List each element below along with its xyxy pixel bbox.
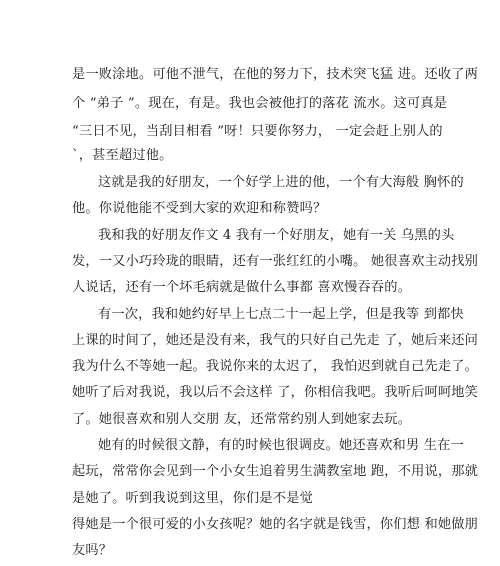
text-line: 起玩，常常你会见到一个小女生追着男生满教室地 跑，不用说，那就 xyxy=(72,464,479,479)
text-line: 发，一又小巧玲珑的眼睛，还有一张红红的小嘴。 她很喜欢主动找别 xyxy=(72,254,479,269)
text-line: 有一次，我和她约好早上七点二十一起上学，但是我等 到都快 xyxy=(98,307,464,322)
text-line: “三日不见，当刮目相看 ”呀！只要你努力， 一定会赶上别人的 xyxy=(72,124,443,139)
text-line: 上课的时间了，她还是没有来，我气的只好自己先走 了，她后来还问 xyxy=(72,333,479,348)
text-line: 她有的时候很文静，有的时候也很调皮。她还喜欢和男 生在一 xyxy=(98,438,464,453)
text-line: 我和我的好朋友作文 4 我有一个好朋友，她有一关 乌黑的头 xyxy=(98,228,455,243)
text-line: 是一败涂地。可他不泄气，在他的努力下，技术突飞猛 进。还收了两 xyxy=(72,67,479,82)
text-line: `，甚至超过他。 xyxy=(72,148,173,163)
text-line: 个 “弟子 ”。现在，有是。我也会被他打的落花 流水。这可真是 xyxy=(72,96,448,111)
text-line: 得她是一个很可爱的小女孩呢？她的名字就是钱雪，你们想 和她做朋 xyxy=(72,517,479,532)
text-line: 她听了后对我说，我以后不会这样 了，你相信我吧。我听后呵呵地笑 xyxy=(72,385,479,400)
text-line: 我为什么不等她一起。我说你来的太迟了， 我怕迟到就自己先走了。 xyxy=(72,359,479,374)
text-line: 了。她很喜欢和别人交朋 友，还常常约别人到她家去玩。 xyxy=(72,412,412,427)
text-line: 他。你说他能不受到大家的欢迎和称赞吗？ xyxy=(72,201,327,216)
text-line: 人说话，还有一个坏毛病就是做什么事都 喜欢慢吞吞的。 xyxy=(72,280,412,295)
text-line: 是她了。听到我说到这里，你们是不是觉 xyxy=(72,491,313,506)
text-line: 友吗？ xyxy=(72,543,113,558)
text-line: 这就是我的好朋友，一个好学上进的他，一个有大海般 胸怀的 xyxy=(98,175,464,190)
